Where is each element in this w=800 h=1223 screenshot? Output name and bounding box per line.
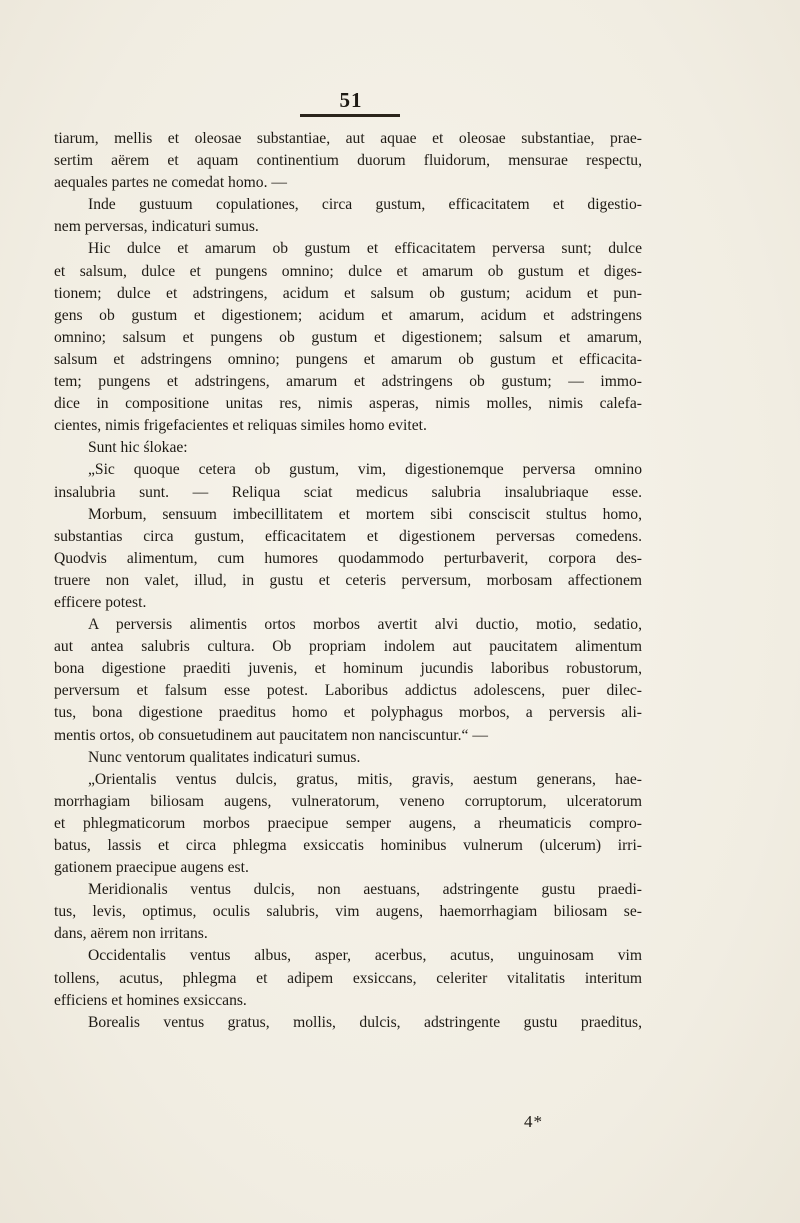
text-line: „Orientalis ventus dulcis, gratus, mitis, gravis, aestum generans, hae- bbox=[88, 770, 642, 788]
text-line: perversum et falsum esse potest. Laboribus addictus adolescens, puer dilec- bbox=[54, 682, 642, 700]
text-line: truere non valet, illud, in gustu et ceteris perversum, morbosam affectionem bbox=[54, 571, 642, 589]
text-line: Borealis ventus gratus, mollis, dulcis, adstringente gustu praeditus, bbox=[88, 1013, 642, 1031]
text-line: Quodvis alimentum, cum humores quodammodo perturbaverit, corpora des- bbox=[54, 549, 642, 567]
text-line: substantias circa gustum, efficacitatem et digestionem perversas comedens. bbox=[54, 527, 642, 545]
text-line: efficiens et homines exsiccans. bbox=[54, 991, 247, 1009]
text-line: insalubria sunt. — Reliqua sciat medicus salubria insalubriaque esse. bbox=[54, 483, 642, 501]
text-line: „Sic quoque cetera ob gustum, vim, digestionemque perversa omnino bbox=[88, 461, 642, 479]
text-line: Meridionalis ventus dulcis, non aestuans, adstringente gustu praedi- bbox=[88, 881, 642, 899]
text-line: Nunc ventorum qualitates indicaturi sumus. bbox=[88, 748, 361, 766]
text-line: dans, aërem non irritans. bbox=[54, 925, 208, 943]
text-line: Inde gustuum copulationes, circa gustum, efficacitatem et digestio- bbox=[88, 196, 642, 214]
page-number: 51 bbox=[339, 88, 363, 112]
text-line: efficere potest. bbox=[54, 593, 147, 611]
text-line: nem perversas, indicaturi sumus. bbox=[54, 218, 259, 236]
text-line: sertim aërem et aquam continentium duorum fluidorum, mensurae respectu, bbox=[54, 152, 642, 170]
text-line: tus, bona digestione praeditus homo et polyphagus morbos, a perversis ali- bbox=[54, 704, 642, 722]
text-line: morrhagiam biliosam augens, vulneratorum, veneno corruptorum, ulceratorum bbox=[54, 792, 642, 810]
text-line: et salsum, dulce et pungens omnino; dulce et amarum ob gustum et diges- bbox=[54, 262, 642, 280]
text-line: salsum et adstringens omnino; pungens et amarum ob gustum et efficacita- bbox=[54, 350, 642, 368]
signature-mark: 4* bbox=[524, 1112, 543, 1131]
text-line: tiarum, mellis et oleosae substantiae, aut aquae et oleosae substantiae, prae- bbox=[54, 130, 642, 147]
text-line: A perversis alimentis ortos morbos avertit alvi ductio, motio, sedatio, bbox=[88, 616, 642, 634]
text-line: aut antea salubris cultura. Ob propriam indolem aut paucitatem alimentum bbox=[54, 638, 642, 656]
text-line: Hic dulce et amarum ob gustum et efficacitatem perversa sunt; dulce bbox=[88, 240, 642, 258]
text-line: aequales partes ne comedat homo. — bbox=[54, 174, 287, 192]
text-line: et phlegmaticorum morbos praecipue semper augens, a rheumaticis compro- bbox=[54, 814, 642, 832]
text-line: batus, lassis et circa phlegma exsiccatis hominibus vulnerum (ulcerum) irri- bbox=[54, 837, 642, 854]
text-line: tem; pungens et adstringens, amarum et adstringens ob gustum; — immo- bbox=[54, 373, 642, 391]
text-line: cientes, nimis frigefacientes et reliquas similes homo evitet. bbox=[54, 417, 427, 435]
text-line: mentis ortos, ob consuetudinem aut paucitatem non nanciscuntur.“ — bbox=[54, 726, 488, 744]
body-text bbox=[54, 128, 642, 1034]
page-number-rule bbox=[300, 114, 400, 117]
text-line: tionem; dulce et adstringens, acidum et salsum ob gustum; acidum et pun- bbox=[54, 284, 642, 302]
text-line: bona digestione praediti juvenis, et hominum jucundis laboribus robustorum, bbox=[54, 660, 642, 678]
text-line: tollens, acutus, phlegma et adipem exsiccans, celeriter vitalitatis interitum bbox=[54, 969, 642, 987]
text-line: gens ob gustum et digestionem; acidum et amarum, acidum et adstringens bbox=[54, 306, 642, 324]
text-line: Morbum, sensuum imbecillitatem et mortem sibi consciscit stultus homo, bbox=[88, 505, 642, 523]
text-line: Sunt hic ślokae: bbox=[88, 439, 188, 457]
text-line: tus, levis, optimus, oculis salubris, vim augens, haemorrhagiam biliosam se- bbox=[54, 903, 642, 921]
text-line: omnino; salsum et pungens ob gustum et digestionem; salsum et amarum, bbox=[54, 328, 642, 346]
text-line: Occidentalis ventus albus, asper, acerbus, acutus, unguinosam vim bbox=[88, 947, 642, 965]
text-line: gationem praecipue augens est. bbox=[54, 859, 249, 877]
text-line: dice in compositione unitas res, nimis asperas, nimis molles, nimis calefa- bbox=[54, 395, 642, 413]
